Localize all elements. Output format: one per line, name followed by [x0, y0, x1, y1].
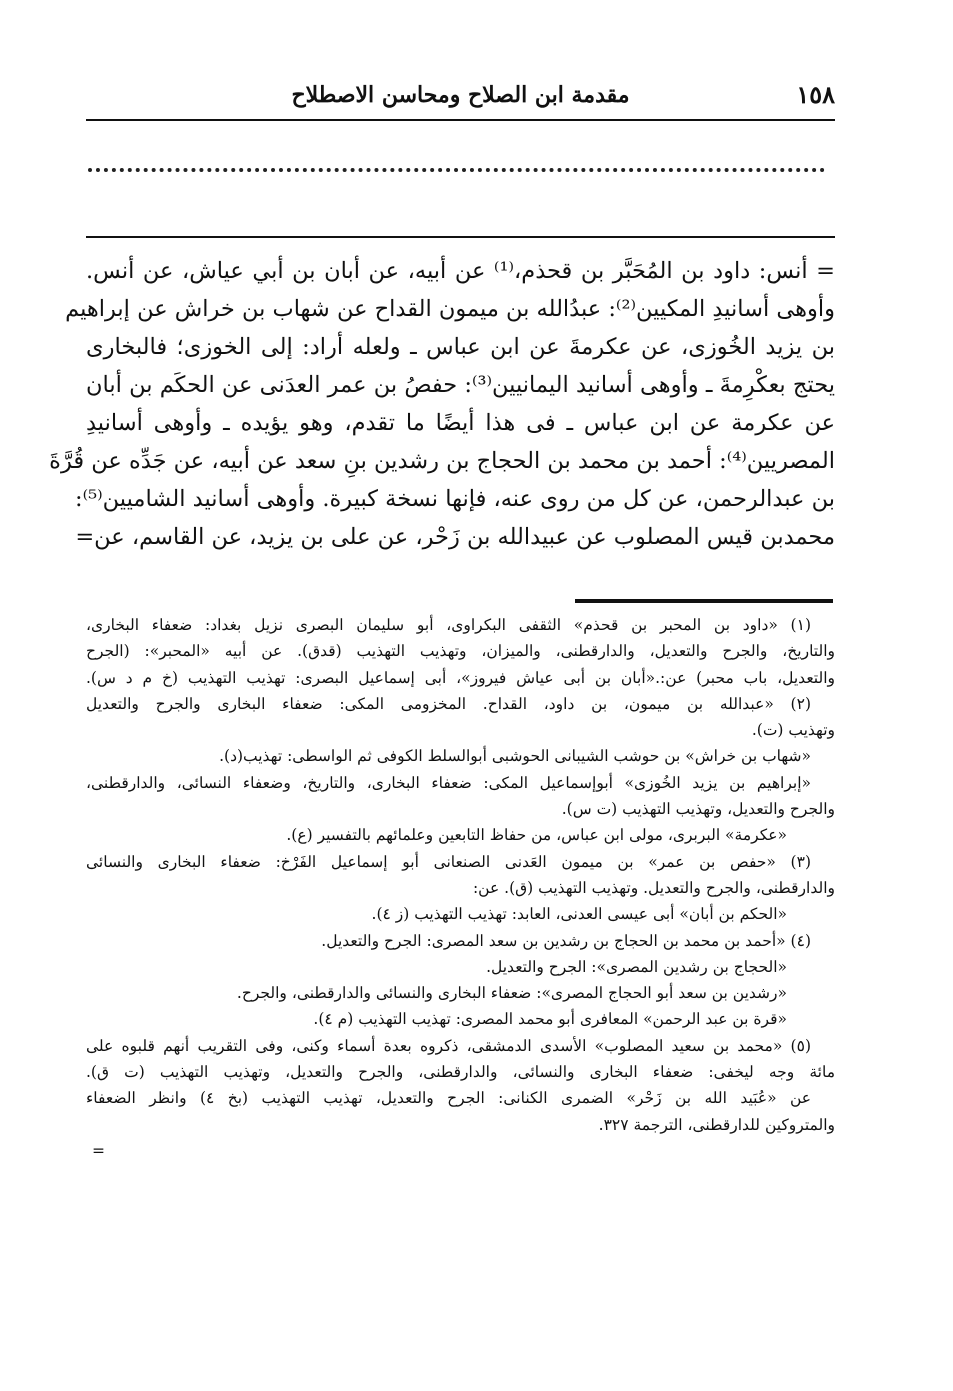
continuation-rule	[86, 236, 835, 238]
text-line: يحتج بعكْرِمةَ ـ وأوهى أسانيد اليمانيين⁽³⁾: حفصُ بن عمر العدَنى عن الحكَم بن أبان	[86, 372, 835, 398]
footnote-line: (٥) «محمد بن سعيد المصلوب» الأسدى الدمشقى، ذكروه بعدة أسماء وكنى، وفى التقريب أنهم قلبوه على	[86, 1036, 811, 1055]
page-header	[86, 78, 835, 118]
footnote-line: «شهاب بن خراش» بن حوشب الشيبانى الحوشبى أبوالسلط الكوفى ثم الواسطى: تهذيب(د).	[219, 747, 811, 766]
footnote-line: وتهذيب (ت).	[751, 721, 835, 740]
footnote-line: والجرح والتعديل، وتهذيب التهذيب (ت س).	[561, 800, 835, 819]
text-line: المصريين⁽⁴⁾: أحمد بن محمد بن الحجاج بن رشدين بنِ سعد عن أبيه، عن جَدِّه عن قُرَّةَ	[49, 448, 835, 474]
text-line: وأوهى أسانيدِ المكيين⁽²⁾: عبدُالله بن ميمون القداح عن شهاب بن خراش عن إبراهيم	[65, 296, 835, 322]
footnote-line: (٤) «أحمد بن محمد بن الحجاج بن رشدين بن سعد المصرى: الجرح والتعديل.	[321, 931, 811, 950]
footnote-continuation-mark: =	[92, 1141, 105, 1160]
footnote-line: والمتروكين للدارقطنى، الترجمة ٣٢٧.	[598, 1115, 835, 1134]
footnote-rule	[575, 599, 833, 603]
page-number: ١٥٨	[796, 80, 835, 109]
main-text	[49, 252, 835, 556]
text-line: = أنس: داود بن المُحَبَّر بن قحذم،⁽¹⁾ عن أبيه، عن أبان بن أبي عياش، عن أنس.	[86, 258, 835, 284]
footnote-line: (٣) «حفص بن عمر» بن ميمون العَدنى الصنعانى أبو إسماعيل الفَرْخ: ضعفاء البخارى والنسائى	[86, 852, 811, 871]
footnote-line: والدارقطنى، والجرح والتعديل. وتهذيب التهذيب (ق). عن:	[472, 878, 835, 897]
running-title: مقدمة ابن الصلاح ومحاسن الاصطلاح	[291, 82, 630, 108]
footnote-line: «رشدين بن سعد أبو الحجاج المصرى»: ضعفاء البخارى والنسائى والدارقطنى، والجرح.	[236, 984, 787, 1003]
footnote-line: «الحكم بن أبان» أبى عيسى العدنى، العابد: تهذيب التهذيب (ز ٤).	[371, 905, 787, 924]
header-rule	[86, 119, 835, 121]
footnote-line: «إبراهيم بن يزيد الخُوزى» أبوإسماعيل المكى: ضعفاء البخارى، والتاريخ، وضعفاء النسائى، والدارقطنى،	[86, 773, 811, 792]
dotted-separator	[88, 168, 825, 172]
footnote-line: (٢) «عبدالله بن ميمون، بن داود، القداح. المخزومى المكى: ضعفاء البخارى والجرح والتعديل	[86, 694, 811, 713]
footnote-line: والتاريخ، والجرح والتعديل، والدارقطنى، والميزان، وتهذيب التهذيب (قدق). عن أبيه «المحبر»: (الجرح	[86, 642, 835, 661]
footnote-line: مائة وجه ليخفى: ضعفاء البخارى والنسائى، والدارقطنى، والجرح والتعديل، وتهذيب التهذيب (ت ق).	[86, 1063, 835, 1082]
footnote-line: «قرة بن عبد الرحمن» المعافرى أبو محمد المصرى: تهذيب التهذيب (م ٤).	[313, 1010, 787, 1029]
text-line: بن عبدالرحمن، عن كل من روى عنه، فإنها نسخة كبيرة. وأوهى أسانيد الشاميين⁽⁵⁾:	[75, 486, 835, 512]
text-line: بن يزيد الخُوزى، عن عكرمةَ عن ابن عباس ـ ولعله أراد: إلى الخوزى؛ فالبخارى	[86, 334, 835, 360]
text-line: عن عكرمة عن ابن عباس ـ فى هذا أيضًا ما تقدم، وهو يؤيده ـ وأوهى أسانيدِ	[86, 410, 835, 436]
footnote-line: عن «عُبَيد الله بن زَحْر» الضمرى الكنانى: الجرح والتعديل، تهذيب التهذيب (بخ ٤) وانظر الضعفاء	[86, 1089, 811, 1108]
text-line: محمدبن قيس المصلوب عن عبيدالله بن زَحْر، عن على بن يزيد، عن القاسم، عن=	[75, 524, 835, 550]
footnote-line: «عكرمة» البربرى، مولى ابن عباس، من حفاظ التابعين وعلمائهم بالتفسير (ع).	[286, 826, 787, 845]
footnotes	[86, 612, 835, 1164]
footnote-line: «الحجاج بن رشدين المصرى»: الجرح والتعديل.	[486, 957, 787, 976]
footnote-line: (١) «داود بن المحبر بن قحذم» الثقفى البكراوى، أبو سليمان البصرى نزيل بغداد: ضعفاء البخارى،	[86, 616, 811, 634]
footnote-line: والتعديل، باب محبر) عن:.«أبان بن أبى عياش فيروز»، أبى إسماعيل البصرى: تهذيب التهذيب (خ م د س).	[86, 668, 835, 687]
